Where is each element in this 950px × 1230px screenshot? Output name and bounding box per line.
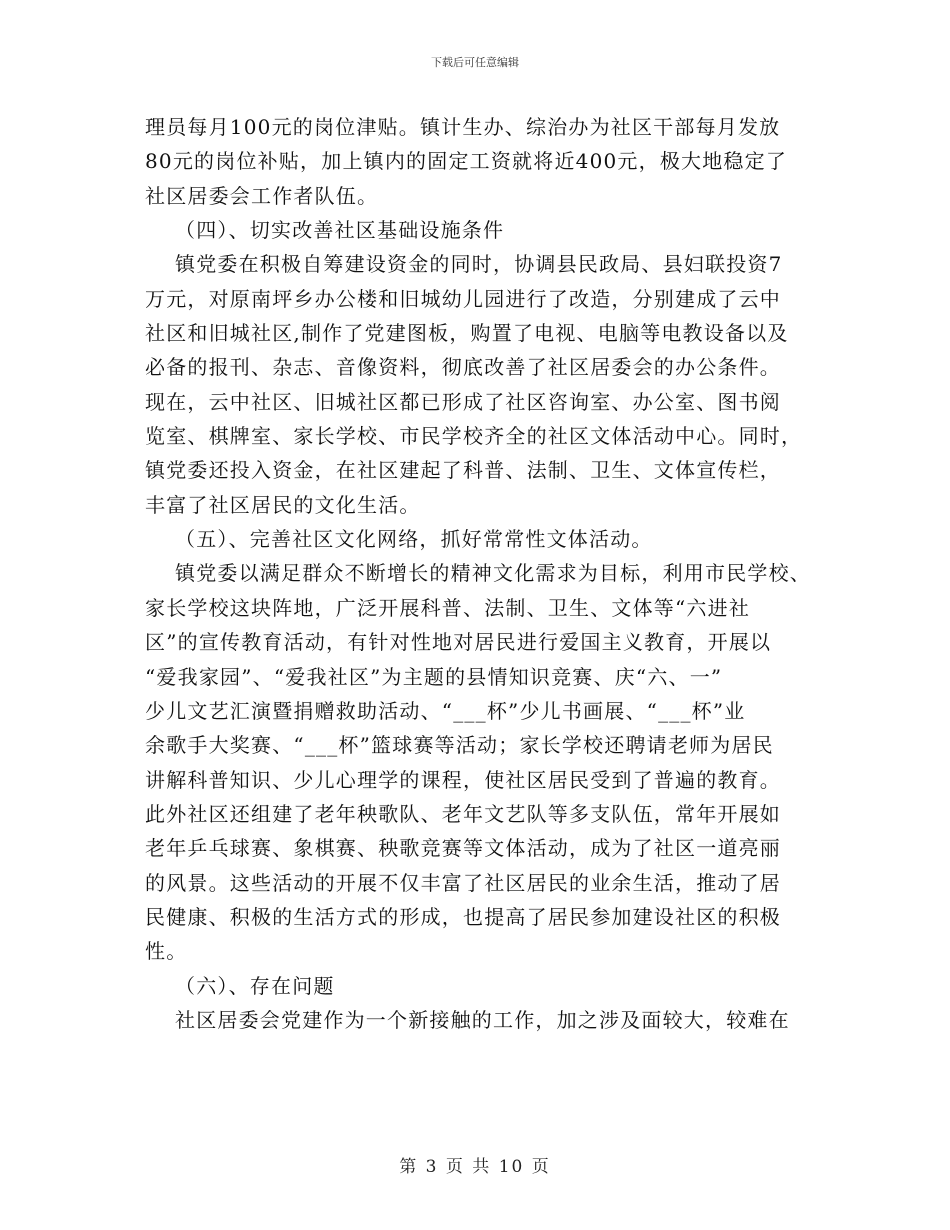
- body-line: 社区和旧城社区,制作了党建图板，购置了电视、电脑等电教设备以及: [145, 321, 789, 346]
- section-heading-6: （六）、存在问题: [175, 973, 335, 998]
- body-line: 丰富了社区居民的文化生活。: [145, 492, 421, 517]
- body-line: 老年乒乓球赛、象棋赛、秧歌竞赛等文体活动，成为了社区一道亮丽: [145, 836, 781, 861]
- body-line: 余歌手大奖赛、“___杯”篮球赛等活动；家长学校还聘请老师为居民: [145, 733, 774, 758]
- body-line: 区”的宣传教育活动，有针对性地对居民进行爱国主义教育，开展以: [145, 630, 772, 655]
- body-line: 社区居委会党建作为一个新接触的工作，加之涉及面较大，较难在: [175, 1007, 790, 1032]
- body-line: 此外社区还组建了老年秧歌队、老年文艺队等多支队伍，常年开展如: [145, 801, 781, 826]
- body-line: 家长学校这块阵地，广泛开展科普、法制、卫生、文体等“六进社: [145, 595, 751, 620]
- section-heading-4: （四）、切实改善社区基础设施条件: [175, 218, 505, 243]
- page-footer: 第 3 页 共 10 页: [399, 1157, 551, 1177]
- body-line: 的风景。这些活动的开展不仅丰富了社区居民的业余生活，推动了居: [145, 870, 781, 895]
- body-line: 讲解科普知识、少儿心理学的课程，使社区居民受到了普遍的教育。: [145, 767, 781, 792]
- body-line: 必备的报刊、杂志、音像资料，彻底改善了社区居委会的办公条件。: [145, 355, 781, 380]
- body-line: 镇党委在积极自筹建设资金的同时，协调县民政局、县妇联投资7: [175, 252, 783, 277]
- body-line: 少儿文艺汇演暨捐赠救助活动、“___杯”少儿书画展、“___杯”业: [145, 698, 746, 723]
- page-header: 下载后可任意编辑: [431, 56, 519, 69]
- body-line: 镇党委还投入资金，在社区建起了科普、法制、卫生、文体宣传栏，: [145, 458, 781, 483]
- body-line: 性。: [145, 939, 188, 964]
- body-line: “爱我家园”、“爱我社区”为主题的县情知识竞赛、庆“六、一”: [145, 664, 723, 689]
- body-line: 社区居委会工作者队伍。: [145, 183, 379, 208]
- document-body: [145, 110, 825, 1037]
- body-line: 万元，对原南坪乡办公楼和旧城幼儿园进行了改造，分别建成了云中: [145, 286, 781, 311]
- body-line: 80元的岗位补贴，加上镇内的固定工资就将近400元，极大地稳定了: [145, 149, 788, 174]
- body-line: 现在，云中社区、旧城社区都已形成了社区咨询室、办公室、图书阅: [145, 389, 781, 414]
- body-line: 理员每月100元的岗位津贴。镇计生办、综治办为社区干部每月发放: [145, 115, 781, 139]
- section-heading-5: （五）、完善社区文化网络，抓好常常性文体活动。: [175, 527, 653, 552]
- body-line: 民健康、积极的生活方式的形成，也提高了居民参加建设社区的积极: [145, 904, 781, 929]
- body-line: 镇党委以满足群众不断增长的精神文化需求为目标，利用市民学校、: [175, 561, 811, 586]
- body-line: 览室、棋牌室、家长学校、市民学校齐全的社区文体活动中心。同时，: [145, 424, 803, 449]
